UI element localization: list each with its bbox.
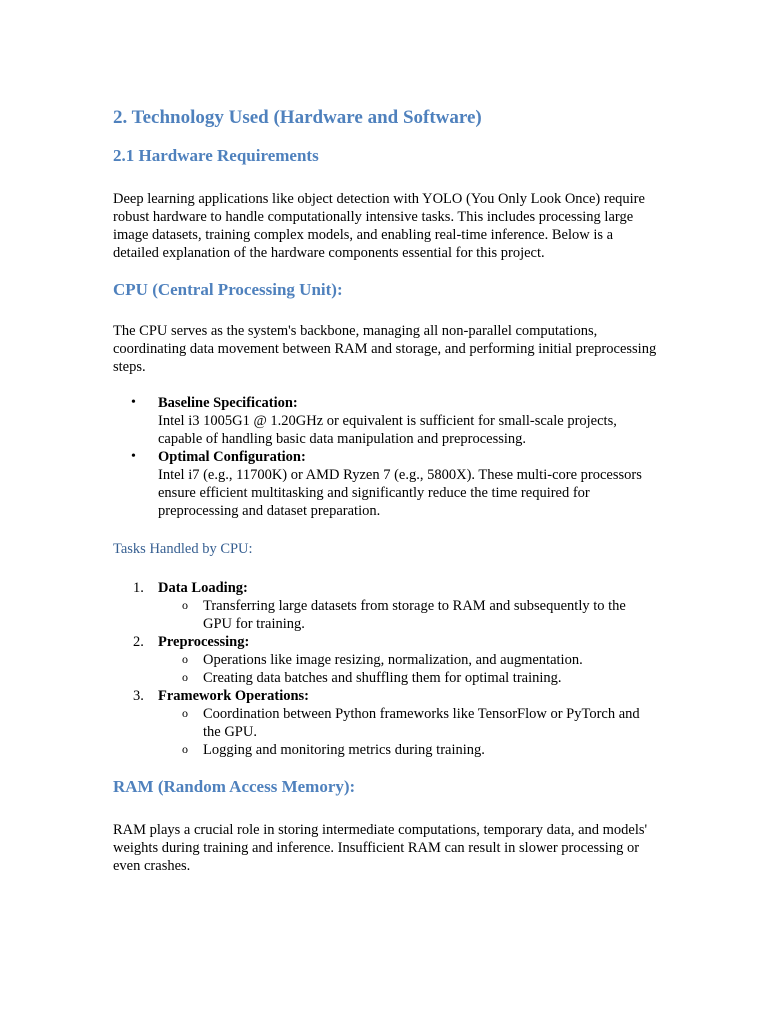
- task-title: Preprocessing:: [158, 634, 250, 650]
- bullet-icon: •: [131, 449, 136, 464]
- task-title: Data Loading:: [158, 580, 248, 596]
- bullet-text: Intel i3 1005G1 @ 1.20GHz or equivalent is sufficient for small-scale projects, capable of handling basic data manipulation and preprocessing.: [158, 413, 617, 447]
- section-heading-technology: 2. Technology Used (Hardware and Software): [113, 107, 482, 128]
- sub-list-item: [158, 669, 658, 687]
- task-sublist: [158, 651, 658, 687]
- sub-list-item: [158, 741, 658, 759]
- list-number: 1.: [133, 580, 144, 596]
- subsection-heading-hardware: 2.1 Hardware Requirements: [113, 146, 319, 165]
- ram-paragraph: RAM plays a crucial role in storing intermediate computations, temporary data, and models' weights during training and inference. Insufficient RAM can result in slower processing or even crashes.: [113, 822, 648, 874]
- task-title: Framework Operations:: [158, 688, 310, 704]
- bullet-icon: •: [131, 395, 136, 410]
- list-item: [113, 633, 658, 687]
- circle-bullet-icon: o: [182, 670, 188, 684]
- intro-paragraph: Deep learning applications like object detection with YOLO (You Only Look Once) require robust hardware to handle computationally intensive tasks. This includes processing large image datasets, training complex models, and enabling real-time inference. Below is a detailed explanation of the hardware components essential for this project.: [113, 191, 645, 261]
- cpu-tasks-list: [113, 579, 658, 759]
- circle-bullet-icon: o: [182, 742, 188, 756]
- ram-heading: RAM (Random Access Memory):: [113, 777, 356, 796]
- cpu-tasks-heading: Tasks Handled by CPU:: [113, 541, 253, 557]
- bullet-title: Optimal Configuration:: [158, 449, 306, 465]
- sub-item-text: Logging and monitoring metrics during training.: [203, 742, 485, 758]
- sub-list-item: [158, 651, 658, 669]
- circle-bullet-icon: o: [182, 706, 188, 720]
- sub-item-text: Operations like image resizing, normalization, and augmentation.: [203, 652, 583, 668]
- sub-list-item: [158, 705, 658, 741]
- circle-bullet-icon: o: [182, 652, 188, 666]
- bullet-text: Intel i7 (e.g., 11700K) or AMD Ryzen 7 (e.g., 5800X). These multi-core processors ensure efficient multitasking and significantly reduce the time required for preprocessing and dataset preparation.: [158, 467, 642, 519]
- cpu-heading: CPU (Central Processing Unit):: [113, 280, 343, 299]
- list-number: 3.: [133, 688, 144, 704]
- sub-item-text: Transferring large datasets from storage to RAM and subsequently to the GPU for training.: [203, 598, 626, 632]
- cpu-spec-list: [113, 394, 658, 520]
- circle-bullet-icon: o: [182, 598, 188, 612]
- task-sublist: [158, 597, 658, 633]
- task-sublist: [158, 705, 658, 759]
- bullet-title: Baseline Specification:: [158, 395, 298, 411]
- cpu-paragraph: The CPU serves as the system's backbone, managing all non-parallel computations, coordinating data movement between RAM and storage, and performing initial preprocessing steps.: [113, 323, 657, 375]
- list-item: [113, 687, 658, 759]
- sub-list-item: [158, 597, 658, 633]
- list-item: [113, 394, 658, 448]
- list-number: 2.: [133, 634, 144, 650]
- list-item: [113, 448, 658, 520]
- sub-item-text: Coordination between Python frameworks like TensorFlow or PyTorch and the GPU.: [203, 706, 640, 740]
- sub-item-text: Creating data batches and shuffling them for optimal training.: [203, 670, 562, 686]
- list-item: [113, 579, 658, 633]
- document-content: [113, 104, 658, 875]
